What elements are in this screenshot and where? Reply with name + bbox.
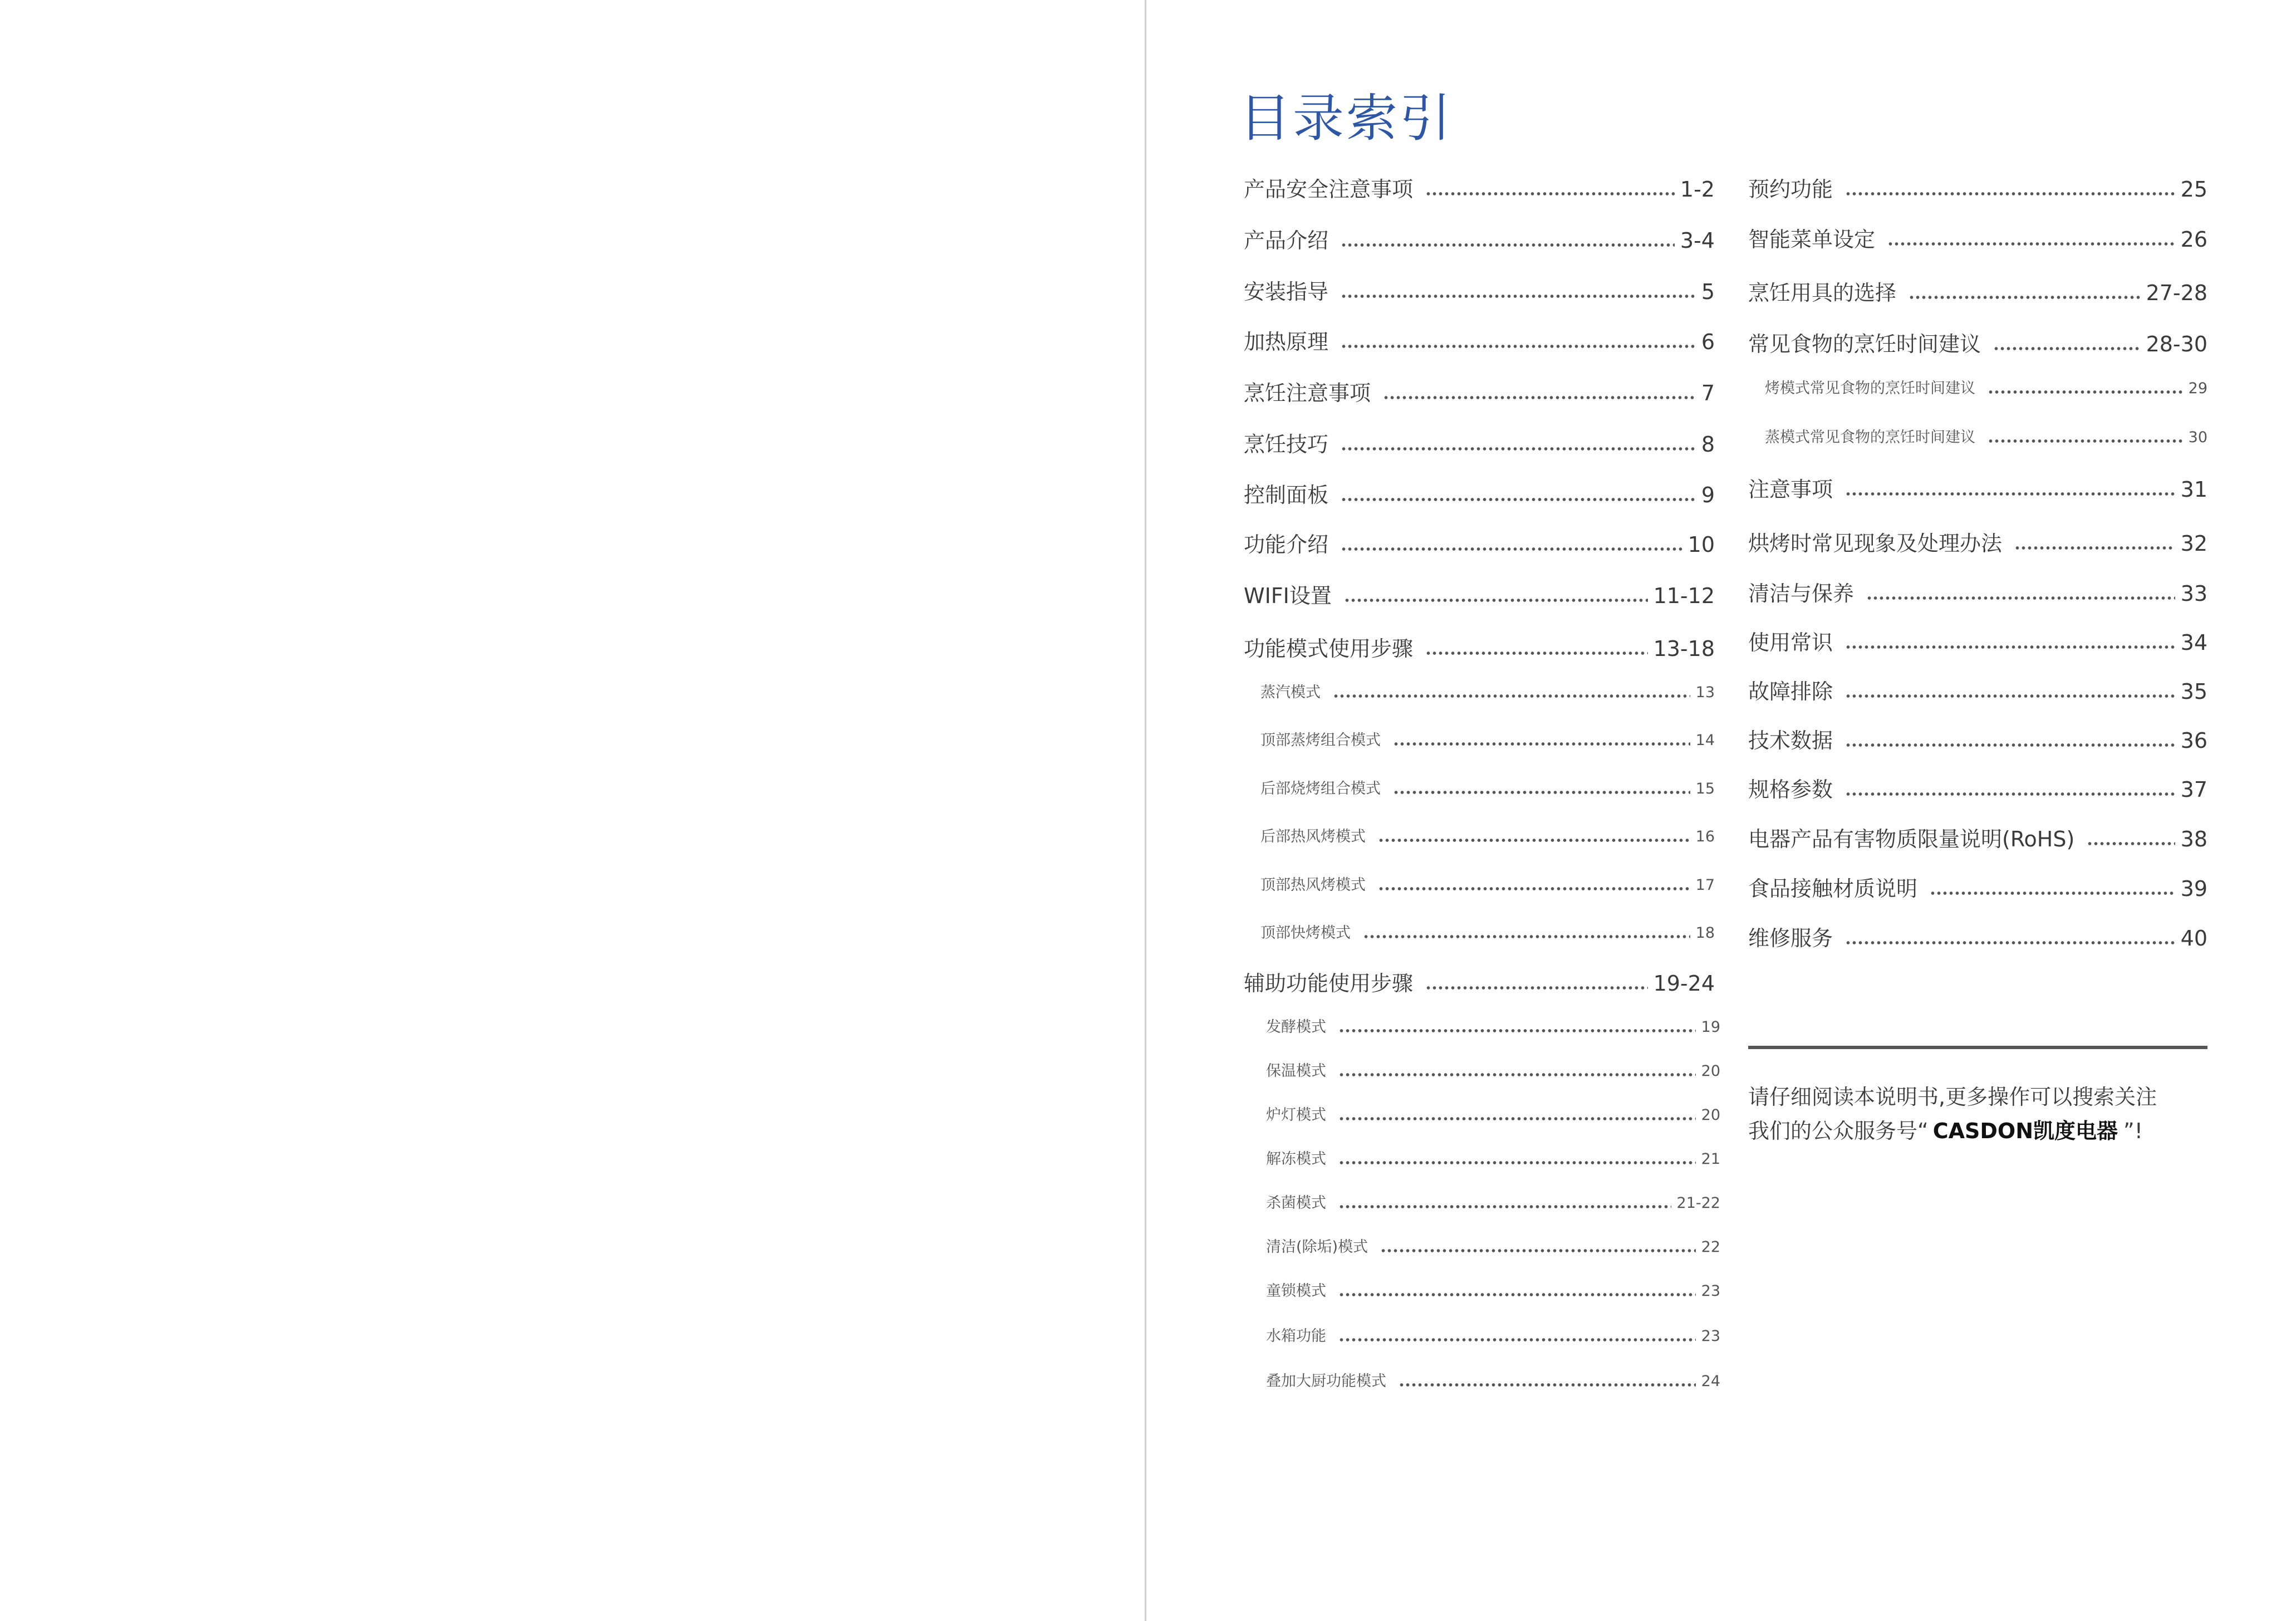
dot-leader	[1845, 743, 2175, 747]
toc-left-entry-page-number: 3-4	[1680, 228, 1715, 253]
toc-left-entry[interactable]	[1266, 1276, 1720, 1302]
dot-leader	[1993, 346, 2141, 351]
dot-leader	[1845, 792, 2175, 796]
toc-left-entry-label: 产品安全注意事项	[1244, 177, 1414, 202]
toc-left-entry-page-number: 11-12	[1653, 584, 1715, 608]
toc-left-entry-page-number: 17	[1695, 876, 1715, 894]
toc-right-entry[interactable]	[1748, 870, 2207, 903]
toc-left-entry-page-number: 13-18	[1653, 636, 1715, 661]
toc-left-entry-label: WIFI设置	[1244, 584, 1332, 608]
toc-title: 目录索引	[1239, 89, 1454, 148]
dot-leader	[1425, 651, 1648, 655]
toc-right-entry-page-number: 31	[2180, 477, 2207, 502]
dot-leader	[1383, 395, 1696, 400]
toc-right-entry-label: 电器产品有害物质限量说明(RoHS)	[1748, 827, 2075, 851]
toc-right-entry[interactable]	[1748, 525, 2207, 558]
toc-right-entry-page-number: 29	[2188, 380, 2207, 397]
note-line-2-suffix: ”!	[2123, 1119, 2143, 1143]
toc-right-entry[interactable]	[1748, 771, 2207, 804]
toc-left-entry[interactable]	[1260, 677, 1715, 704]
toc-right-entry[interactable]	[1748, 673, 2207, 706]
toc-left-entry-label: 后部热风烤模式	[1260, 828, 1366, 845]
toc-right-entry-label: 清洁与保养	[1748, 581, 1855, 606]
toc-left-entry[interactable]	[1260, 725, 1715, 752]
toc-right-entry-label: 注意事项	[1748, 477, 1833, 502]
note-line-1: 请仔细阅读本说明书,更多操作可以搜索关注	[1748, 1085, 2157, 1109]
dot-leader	[1363, 934, 1690, 939]
toc-left-entry-page-number: 21	[1701, 1150, 1720, 1168]
toc-left-entry-page-number: 20	[1701, 1106, 1720, 1124]
left-blank-page	[0, 0, 1144, 1621]
toc-right-entry-page-number: 25	[2180, 177, 2207, 202]
note-line-2	[1748, 1114, 2227, 1148]
toc-left-entry-label: 清洁(除垢)模式	[1266, 1238, 1368, 1256]
dot-leader	[1338, 1029, 1696, 1033]
toc-left-entry[interactable]	[1266, 1144, 1720, 1171]
toc-left-entry-label: 童锁模式	[1266, 1282, 1326, 1300]
toc-right-entry[interactable]	[1748, 471, 2207, 504]
toc-right-entry-page-number: 39	[2180, 876, 2207, 901]
dot-leader	[1338, 1204, 1671, 1209]
toc-left-entry-label: 顶部蒸烤组合模式	[1260, 732, 1381, 749]
toc-right-entry-label: 烤模式常见食物的烹饪时间建议	[1765, 380, 1975, 397]
toc-right-entry-label: 维修服务	[1748, 926, 1833, 951]
toc-left-entry-label: 解冻模式	[1266, 1150, 1326, 1168]
toc-left-entry-page-number: 23	[1701, 1282, 1720, 1300]
toc-right-entry-label: 常见食物的烹饪时间建议	[1748, 332, 1981, 356]
toc-right-entry[interactable]	[1748, 919, 2207, 953]
dot-leader	[1341, 243, 1675, 247]
toc-right-entry[interactable]	[1765, 373, 2207, 400]
toc-left-entry[interactable]	[1266, 1056, 1720, 1083]
toc-right-entry-page-number: 36	[2180, 728, 2207, 753]
toc-left-entry[interactable]	[1266, 1321, 1720, 1348]
toc-left-entry-page-number: 8	[1701, 432, 1715, 457]
dot-leader	[1341, 344, 1696, 349]
toc-left-entry[interactable]	[1244, 273, 1715, 306]
toc-left-entry[interactable]	[1244, 577, 1715, 610]
dot-leader	[2087, 841, 2175, 846]
dot-leader	[1341, 497, 1696, 502]
toc-left-entry[interactable]	[1260, 918, 1715, 944]
toc-left-entry[interactable]	[1244, 476, 1715, 510]
toc-right-entry-page-number: 27-28	[2146, 281, 2207, 305]
toc-left-entry[interactable]	[1260, 773, 1715, 800]
toc-left-entry-label: 烹饪技巧	[1244, 432, 1329, 457]
toc-right-entry-label: 预约功能	[1748, 177, 1833, 202]
dot-leader	[1393, 790, 1690, 795]
toc-left-entry-page-number: 20	[1701, 1062, 1720, 1080]
dot-leader	[1378, 887, 1690, 891]
toc-left-entry-page-number: 19-24	[1653, 971, 1715, 996]
toc-right-entry-label: 烘烤时常见现象及处理办法	[1748, 531, 2003, 556]
dot-leader	[1380, 1248, 1696, 1253]
toc-left-entry-page-number: 13	[1695, 684, 1715, 701]
page-spine-divider	[1145, 0, 1146, 1621]
toc-left-entry-label: 炉灯模式	[1266, 1106, 1326, 1124]
dot-leader	[1338, 1338, 1696, 1342]
dot-leader	[1845, 645, 2175, 649]
toc-right-entry[interactable]	[1748, 325, 2207, 359]
toc-right-entry-page-number: 34	[2180, 630, 2207, 655]
toc-left-entry-page-number: 7	[1701, 381, 1715, 405]
toc-left-entry[interactable]	[1266, 1366, 1720, 1393]
toc-left-entry[interactable]	[1266, 1188, 1720, 1214]
toc-right-entry-page-number: 38	[2180, 827, 2207, 851]
toc-right-entry-page-number: 33	[2180, 581, 2207, 606]
toc-right-entry-label: 故障排除	[1748, 679, 1833, 704]
dot-leader	[1909, 295, 2141, 300]
note-divider	[1748, 1046, 2207, 1049]
toc-left-entry-label: 蒸汽模式	[1260, 684, 1321, 701]
toc-left-entry-page-number: 14	[1695, 732, 1715, 749]
toc-right-entry[interactable]	[1748, 575, 2207, 608]
toc-left-entry[interactable]	[1244, 526, 1715, 559]
toc-right-entry[interactable]	[1765, 422, 2207, 449]
toc-left-entry-page-number: 24	[1701, 1373, 1720, 1390]
toc-left-entry[interactable]	[1266, 1100, 1720, 1127]
toc-left-entry-label: 后部烧烤组合模式	[1260, 780, 1381, 797]
toc-left-entry-page-number: 1-2	[1680, 177, 1715, 202]
toc-left-entry[interactable]	[1260, 821, 1715, 848]
dot-leader	[1393, 742, 1690, 746]
toc-right-entry-page-number: 40	[2180, 926, 2207, 951]
dot-leader	[1845, 941, 2175, 945]
toc-left-entry-label: 功能介绍	[1244, 532, 1329, 557]
toc-left-entry[interactable]	[1244, 374, 1715, 408]
toc-right-entry[interactable]	[1748, 624, 2207, 657]
dot-leader	[1344, 598, 1648, 603]
dot-leader	[1399, 1383, 1696, 1387]
dot-leader	[1338, 1072, 1696, 1077]
dot-leader	[1845, 192, 2175, 196]
toc-left-entry[interactable]	[1266, 1012, 1720, 1039]
toc-left-entry-label: 安装指导	[1244, 280, 1329, 304]
toc-right-entry-label: 烹饪用具的选择	[1748, 281, 1897, 305]
toc-right-entry-label: 智能菜单设定	[1748, 227, 1876, 252]
toc-left-entry-page-number: 18	[1695, 924, 1715, 942]
note-line-2-prefix: 我们的公众服务号“	[1748, 1119, 1929, 1143]
toc-right-entry-page-number: 30	[2188, 429, 2207, 446]
toc-left-entry-label: 加热原理	[1244, 330, 1329, 354]
toc-left-entry-label: 控制面板	[1244, 483, 1329, 507]
toc-left-entry[interactable]	[1244, 222, 1715, 255]
toc-right-entry-page-number: 37	[2180, 777, 2207, 802]
dot-leader	[1425, 986, 1648, 990]
toc-left-entry-label: 水箱功能	[1266, 1328, 1326, 1345]
toc-left-entry-page-number: 22	[1701, 1238, 1720, 1256]
toc-left-entry[interactable]	[1244, 425, 1715, 459]
toc-left-entry[interactable]	[1266, 1232, 1720, 1258]
brand-name: CASDON凯度电器	[1932, 1119, 2118, 1143]
toc-left-entry-page-number: 5	[1701, 280, 1715, 304]
dot-leader	[1988, 390, 2183, 394]
toc-left-entry-label: 功能模式使用步骤	[1244, 636, 1414, 661]
dot-leader	[1425, 192, 1675, 196]
dot-leader	[1341, 447, 1696, 451]
toc-right-entry-label: 食品接触材质说明	[1748, 876, 1918, 901]
toc-right-entry-label: 蒸模式常见食物的烹饪时间建议	[1765, 429, 1975, 446]
toc-left-entry-label: 顶部热风烤模式	[1260, 876, 1366, 894]
toc-left-entry-page-number: 23	[1701, 1328, 1720, 1345]
toc-right-entry[interactable]	[1748, 820, 2207, 854]
toc-left-entry-label: 杀菌模式	[1266, 1194, 1326, 1212]
toc-right-entry-page-number: 26	[2180, 227, 2207, 252]
toc-left-entry-label: 保温模式	[1266, 1062, 1326, 1080]
toc-right-entry-label: 技术数据	[1748, 728, 1833, 753]
toc-right-entry-page-number: 35	[2180, 679, 2207, 704]
toc-left-entry-page-number: 15	[1695, 780, 1715, 797]
toc-left-entry-label: 烹饪注意事项	[1244, 381, 1371, 405]
dot-leader	[1845, 492, 2175, 496]
toc-left-entry-label: 顶部快烤模式	[1260, 924, 1351, 942]
toc-left-entry-label: 发酵模式	[1266, 1018, 1326, 1036]
dot-leader	[1338, 1292, 1696, 1297]
toc-left-entry-label: 辅助功能使用步骤	[1244, 971, 1414, 996]
toc-left-entry[interactable]	[1244, 170, 1715, 204]
toc-right-entry-page-number: 28-30	[2146, 332, 2207, 356]
dot-leader	[1988, 439, 2183, 443]
toc-right-entry-label: 使用常识	[1748, 630, 1833, 655]
toc-left-entry-label: 产品介绍	[1244, 228, 1329, 253]
toc-left-entry[interactable]	[1244, 630, 1715, 663]
dot-leader	[1930, 891, 2175, 895]
toc-right-entry-page-number: 32	[2180, 531, 2207, 556]
toc-left-entry-page-number: 9	[1701, 483, 1715, 507]
dot-leader	[1378, 838, 1690, 843]
dot-leader	[1887, 242, 2175, 246]
dot-leader	[1341, 294, 1696, 298]
dot-leader	[2014, 546, 2175, 550]
toc-left-entry[interactable]	[1244, 964, 1715, 998]
dot-leader	[1338, 1160, 1696, 1165]
dot-leader	[1333, 694, 1690, 698]
toc-left-entry-page-number: 19	[1701, 1018, 1720, 1036]
toc-left-entry[interactable]	[1260, 870, 1715, 897]
toc-right-entry[interactable]	[1748, 722, 2207, 755]
toc-left-entry-page-number: 21-22	[1676, 1194, 1720, 1212]
toc-left-entry-page-number: 6	[1701, 330, 1715, 354]
toc-left-entry-page-number: 16	[1695, 828, 1715, 845]
toc-left-entry[interactable]	[1244, 323, 1715, 356]
toc-right-entry[interactable]	[1748, 170, 2207, 204]
dot-leader	[1338, 1116, 1696, 1121]
reading-note	[1748, 1080, 2227, 1148]
dot-leader	[1341, 547, 1682, 551]
toc-right-entry[interactable]	[1748, 274, 2207, 307]
toc-left-entry-label: 叠加大厨功能模式	[1266, 1373, 1386, 1390]
dot-leader	[1845, 694, 2175, 698]
dot-leader	[1866, 596, 2175, 600]
toc-right-entry-label: 规格参数	[1748, 777, 1833, 802]
toc-left-entry-page-number: 10	[1687, 532, 1715, 557]
toc-right-entry[interactable]	[1748, 221, 2207, 254]
